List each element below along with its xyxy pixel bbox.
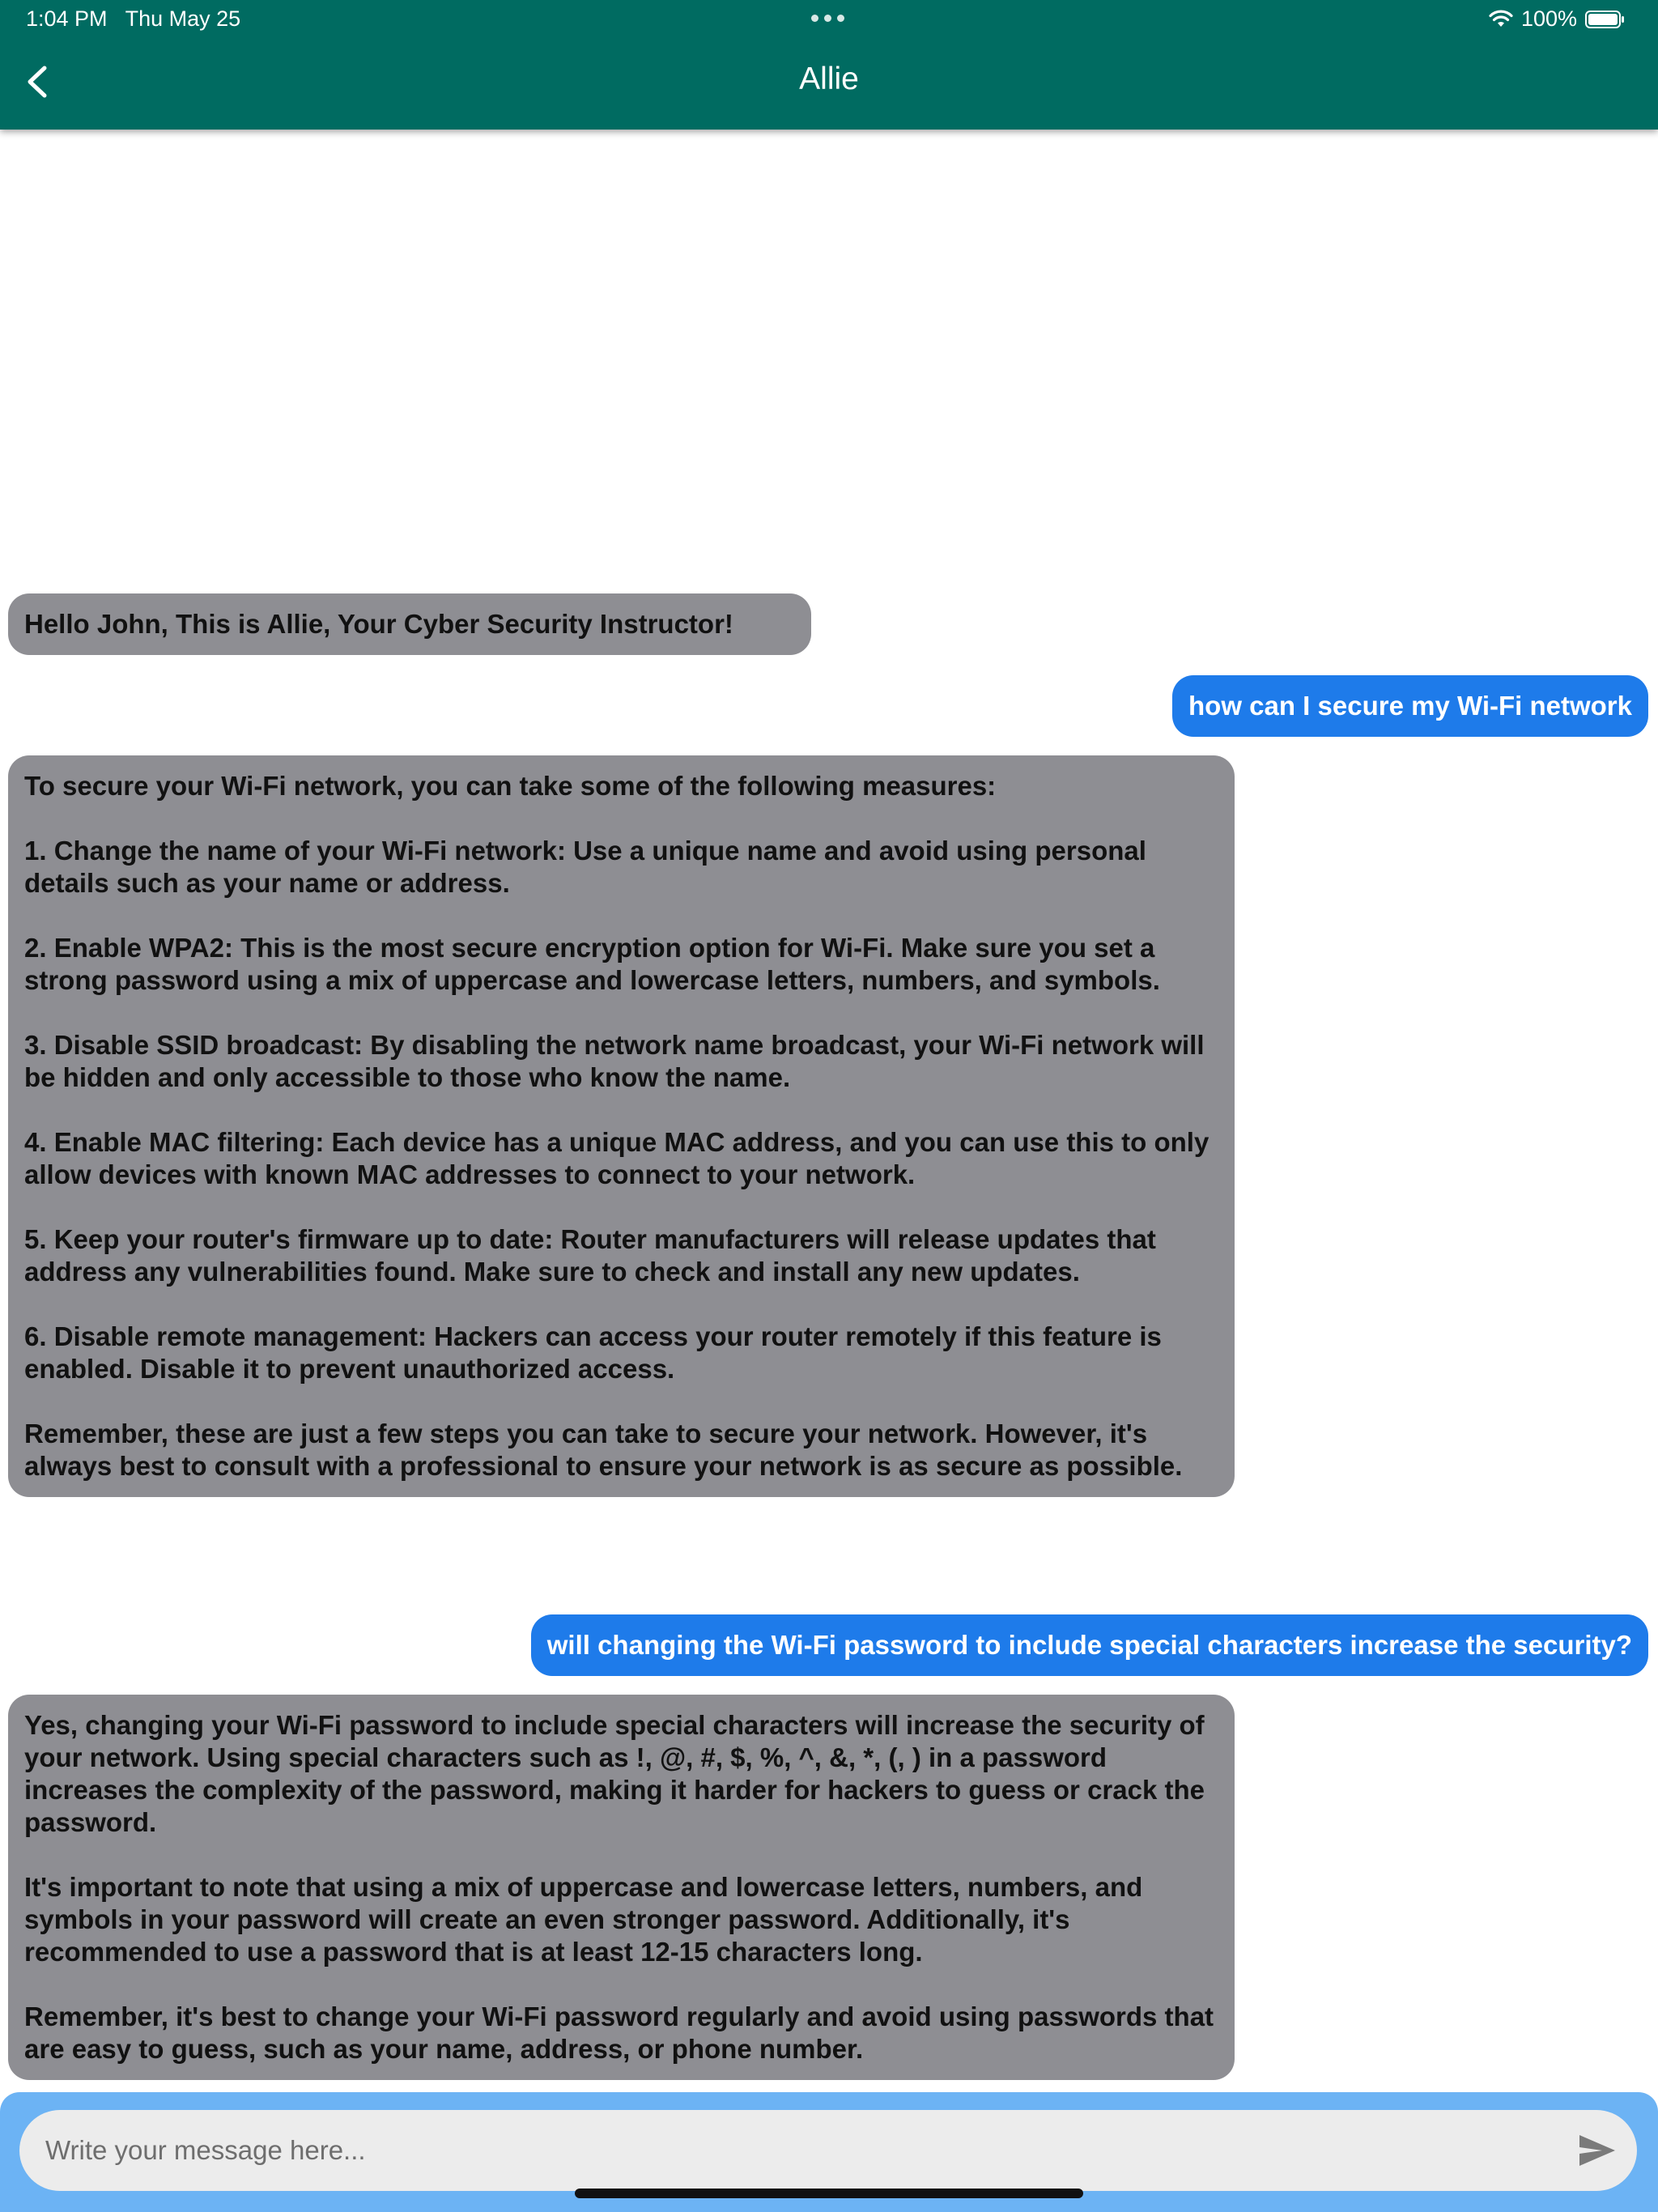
wifi-icon <box>1489 10 1513 29</box>
app-header <box>0 0 1658 130</box>
bot-message: Hello John, This is Allie, Your Cyber Security Instructor! <box>8 593 811 655</box>
composer-bar <box>0 2092 1658 2212</box>
multitask-dots-icon[interactable] <box>811 15 844 22</box>
user-message: will changing the Wi-Fi password to include special characters increase the security? <box>531 1614 1648 1676</box>
bot-message: Yes, changing your Wi-Fi password to include special characters will increase the security of your network. Using special characters such as !, @, #, $, %, ^, &, *, (, ) in a password increases the complexity of the password, making it harder for hackers to guess or crack the password. It's important to note that using a mix of uppercase and lowercase letters, numbers, and symbols in your password will create an even stronger password. Additionally, it's recommended to use a password that is at least 12-15 characters long. Remember, it's best to change your Wi-Fi password regularly and avoid using passwords that are easy to guess, such as your name, address, or phone number. <box>8 1695 1235 2080</box>
status-time: 1:04 PM Thu May 25 <box>26 6 241 31</box>
message-input[interactable] <box>19 2110 1637 2191</box>
page-title: Allie <box>799 62 859 96</box>
user-message: how can I secure my Wi-Fi network <box>1172 675 1648 737</box>
send-icon[interactable] <box>1577 2133 1618 2168</box>
battery-percent: 100% <box>1520 6 1577 31</box>
status-date: Thu May 25 <box>125 6 241 31</box>
home-indicator[interactable] <box>575 2189 1083 2198</box>
status-indicators <box>1489 6 1626 32</box>
battery-icon <box>1585 10 1626 29</box>
bot-message: To secure your Wi-Fi network, you can take some of the following measures: 1. Change the name of your Wi-Fi network: Use a unique name and avoid using personal details such as your name or address. 2. Enable WPA2: This is the most secure encryption option for Wi-Fi. Make sure you set a strong password using a mix of uppercase and lowercase letters, numbers, and symbols. 3. Disable SSID broadcast: By disabling the network name broadcast, your Wi-Fi network will be hidden and only accessible to those who know the name. 4. Enable MAC filtering: Each device has a unique MAC address, and you can use this to only allow devices with known MAC addresses to connect to your network. 5. Keep your router's firmware up to date: Router manufacturers will release updates that address any vulnerabilities found. Make sure to check and install any new updates. 6. Disable remote management: Hackers can access your router remotely if this feature is enabled. Disable it to prevent unauthorized access. Remember, these are just a few steps you can take to secure your network. However, it's always best to consult with a professional to ensure your network is as secure as possible. <box>8 755 1235 1497</box>
